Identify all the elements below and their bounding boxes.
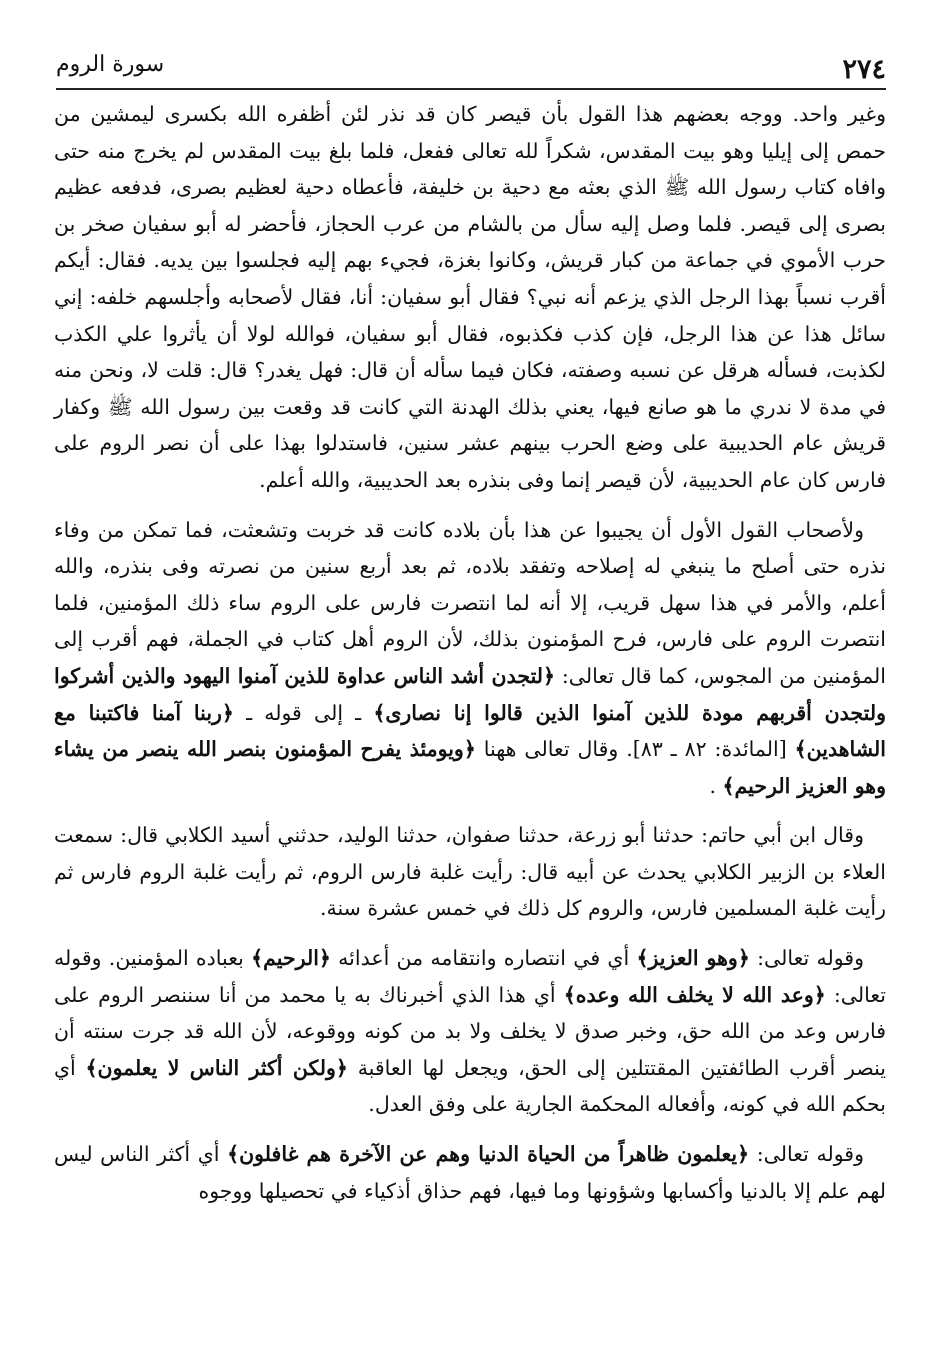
paragraph	[54, 1136, 886, 1209]
page-number: ٢٧٤	[842, 54, 886, 85]
paragraph	[54, 940, 886, 1123]
text-run: وقوله تعالى:	[749, 1142, 864, 1167]
text-run: .	[709, 773, 716, 798]
text-run: أي بحكم الله في كونه، وأفعاله المحكمة الجارية على وفق العدل.	[54, 1055, 886, 1117]
quran-verse: ﴿ربنا آمنا فاكتبنا مع الشاهدين﴾	[54, 700, 886, 762]
text-run: وغير واحد. ووجه بعضهم هذا القول بأن قيصر كان قد نذر لئن أظفره الله بكسرى ليمشين من حمص إلى إيليا وهو بيت المقدس، شكراً لله تعالى ففعل، فلما بلغ بيت المقدس لم يخرج منه حتى وافاه كتاب رسول الله ﷺ الذي بعثه مع دحية بن خليفة، فأعطاه دحية لعظيم بصرى، فدفعه عظيم بصرى إلى قيصر. فلما وصل إليه سأل من بالشام من عرب الحجاز، فأحضر له أبو سفيان صخر بن حرب الأموي في جماعة من كبار قريش، وكانوا بغزة، فجيء بهم إليه فجلسوا بين يديه. فقال: أيكم أقرب نسباً بهذا الرجل الذي يزعم أنه نبي؟ فقال أبو سفيان: أنا، فقال لأصحابه وأجلسهم خلفه: إني سائل هذا عن هذا الرجل، فإن كذب فكذبوه، فقال أبو سفيان، فوالله لولا أن يأثروا علي الكذب لكذبت، فسأله هرقل عن نسبه وصفته، فكان فيما سأله أن قال: فهل يغدر؟ قال: قلت لا، ونحن منه في مدة لا ندري ما هو صانع فيها، يعني بذلك الهدنة التي كانت قد وقعت بين رسول الله ﷺ وكفار قريش عام الحديبية على وضع الحرب بينهم عشر سنين، فاستدلوا بهذا على أن نصر الروم على فارس كان عام الحديبية، لأن قيصر إنما وفى بنذره بعد الحديبية، والله أعلم.	[54, 102, 886, 492]
text-run: أي أكثر الناس ليس لهم علم إلا بالدنيا وأكسابها وشؤونها وما فيها، فهم حذاق أذكياء في تحصيلها ووجوه	[54, 1142, 886, 1203]
quran-verse: ﴿وعد الله لا يخلف الله وعده﴾	[563, 982, 826, 1007]
page-body	[54, 96, 886, 1209]
quran-verse: ﴿ولكن أكثر الناس لا يعلمون﴾	[85, 1055, 348, 1080]
paragraph	[54, 817, 886, 927]
text-run: [المائدة: ٨٢ ـ ٨٣]. وقال تعالى ههنا	[475, 737, 787, 762]
text-run: وقوله تعالى:	[749, 946, 864, 971]
paragraph	[54, 96, 886, 499]
text-run: أي في انتصاره وانتقامه من أعدائه	[330, 946, 630, 971]
text-run: وقال ابن أبي حاتم: حدثنا أبو زرعة، حدثنا صفوان، حدثنا الوليد، حدثني أسيد الكلابي قال: سمعت العلاء بن الزبير الكلابي يحدث عن أبيه قال: رأيت غلبة فارس الروم، ثم رأيت غلبة الروم فارس ثم رأيت غلبة المسلمين فارس، والروم كل ذلك في خمس عشرة سنة.	[54, 823, 886, 921]
quran-verse: ﴿وهو العزيز﴾	[636, 946, 750, 971]
page-header	[56, 44, 886, 90]
text-run: ولأصحاب القول الأول أن يجيبوا عن هذا بأن بلاده كانت قد خربت وتشعثت، فما تمكن من وفاء نذره حتى أصلح ما ينبغي له إصلاحه وتفقد بلاده، ثم بعد أربع سنين من نصرته وفى بنذره، والله أعلم، والأمر في هذا سهل قريب، إلا أنه لما انتصرت فارس على الروم ساء ذلك المؤمنين، فلما انتصرت الروم على فارس، فرح المؤمنون بذلك، لأن الروم أهل كتاب في الجملة، فهم أقرب إلى المؤمنين من المجوس، كما قال تعالى:	[54, 517, 886, 688]
text-run: ـ إلى قوله ـ	[233, 700, 362, 725]
quran-verse: ﴿لتجدن أشد الناس عداوة للذين آمنوا اليهود والذين أشركوا ولتجدن أقربهم مودة للذين آمنوا الذين قالوا إنا نصارى﴾	[54, 663, 886, 725]
paragraph	[54, 512, 886, 805]
text-run: أي هذا الذي أخبرناك به يا محمد من أنا سننصر الروم على فارس وعد من الله حق، وخبر صدق لا يخلف ولا بد من كونه ووقوعه، لأن الله قد جرت سنته أن ينصر أقرب الطائفتين المقتتلين إلى الحق، ويجعل لها العاقبة	[54, 982, 886, 1080]
sura-title: سورة الروم	[56, 52, 165, 77]
header-divider	[56, 88, 886, 90]
quran-verse: ﴿يعلمون ظاهراً من الحياة الدنيا وهم عن الآخرة هم غافلون﴾	[227, 1142, 750, 1167]
text-run: بعباده المؤمنين. وقوله تعالى:	[54, 946, 886, 1007]
quran-verse: ﴿الرحيم﴾	[251, 946, 331, 971]
quran-verse: ﴿ويومئذ يفرح المؤمنون بنصر الله ينصر من يشاء وهو العزيز الرحيم﴾	[54, 737, 886, 798]
